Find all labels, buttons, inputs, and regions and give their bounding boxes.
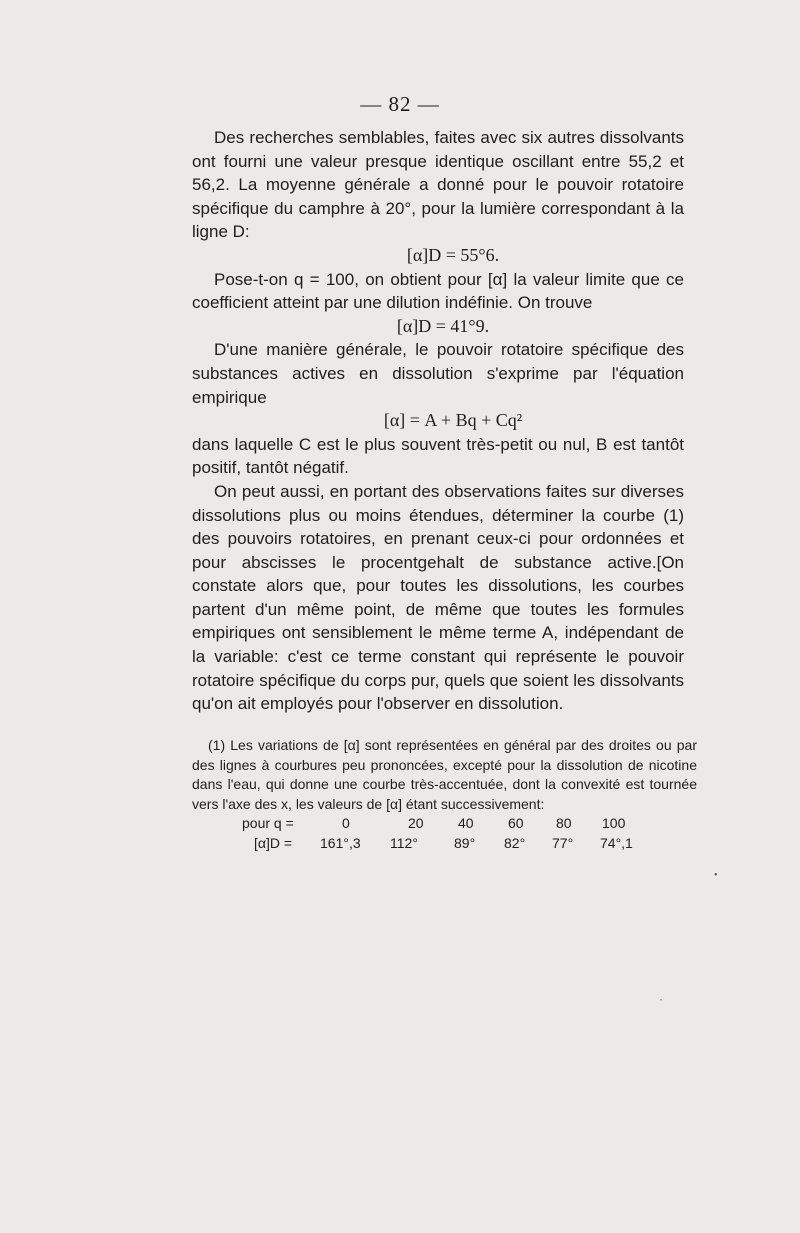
table-cell: 100 [602, 815, 626, 831]
footnote-table [192, 814, 697, 853]
formula-1: [α]D = 55°6. [406, 244, 500, 265]
paragraph-1: Des recherches semblables, faites avec six autres dissolvants ont fourni une valeur presque identique oscillant entre 55,2 et 56,2. La moyenne générale a donné pour le pouvoir rotatoire spécifique du camphre à 20°, pour la lumière correspondant à la ligne D: [192, 128, 684, 242]
table-cell: 74°,1 [600, 834, 633, 851]
table-cell: 161°,3 [320, 834, 361, 851]
row-alpha-label: [α]D = [254, 834, 293, 851]
table-cell: 82° [504, 834, 526, 851]
speck-mark: • [660, 998, 663, 1004]
formula-3: [α] = A + Bq + Cq² [383, 410, 523, 431]
table-cell: 60 [508, 815, 524, 831]
table-cell: 0 [342, 815, 350, 831]
footnote-text: (1) Les variations de [α] sont représentées en général par des droites ou par des lignes à courbures peu prononcées, excepté pour la dissolution de nicotine dans l'eau, qui donne une courbe très-accentuée, dont la convexité est tournée vers l'axe des x, les valeurs de [α] étant successivement: [192, 737, 697, 812]
paragraph-4: dans laquelle C est le plus souvent très-petit ou nul, B est tantôt positif, tantôt négatif. [192, 434, 684, 478]
table-cell: 77° [552, 834, 574, 851]
table-row-alpha [192, 834, 697, 854]
row-q-label: pour q = [242, 815, 294, 831]
table-cell: 112° [390, 834, 418, 851]
table-cell: 20 [408, 815, 424, 831]
paragraph-2: Pose-t-on q = 100, on obtient pour [α] la valeur limite que ce coefficient atteint par une dilution indéfinie. On trouve [192, 269, 684, 313]
page-number: — 82 — [360, 92, 440, 116]
table-cell: 89° [454, 834, 476, 851]
margin-dot-mark: • [714, 870, 718, 881]
table-cell: 80 [556, 815, 572, 831]
formula-2: [α]D = 41°9. [396, 315, 490, 336]
table-row-q [192, 814, 697, 834]
paragraph-5: On peut aussi, en portant des observations faites sur diverses dissolutions plus ou moins étendues, déterminer la courbe (1) des pouvoirs rotatoires, en prenant ceux-ci pour ordonnées et pour abscisses le procentgehalt de substance active.[On constate alors que, pour toutes les dissolutions, les courbes partent d'un même point, de même que toutes les formules empiriques ont sensiblement le même terme A, indépendant de la variable: c'est ce terme constant qui représente le pouvoir rotatoire spécifique du corps pur, quels que soient les dissolvants qu'on ait employés pour l'observer en dissolution. [192, 481, 684, 714]
table-cell: 40 [458, 815, 474, 831]
body-text [192, 126, 684, 716]
footnote [192, 736, 697, 853]
paragraph-3: D'une manière générale, le pouvoir rotatoire spécifique des substances actives en dissolution s'exprime par l'équation empirique [192, 340, 684, 407]
